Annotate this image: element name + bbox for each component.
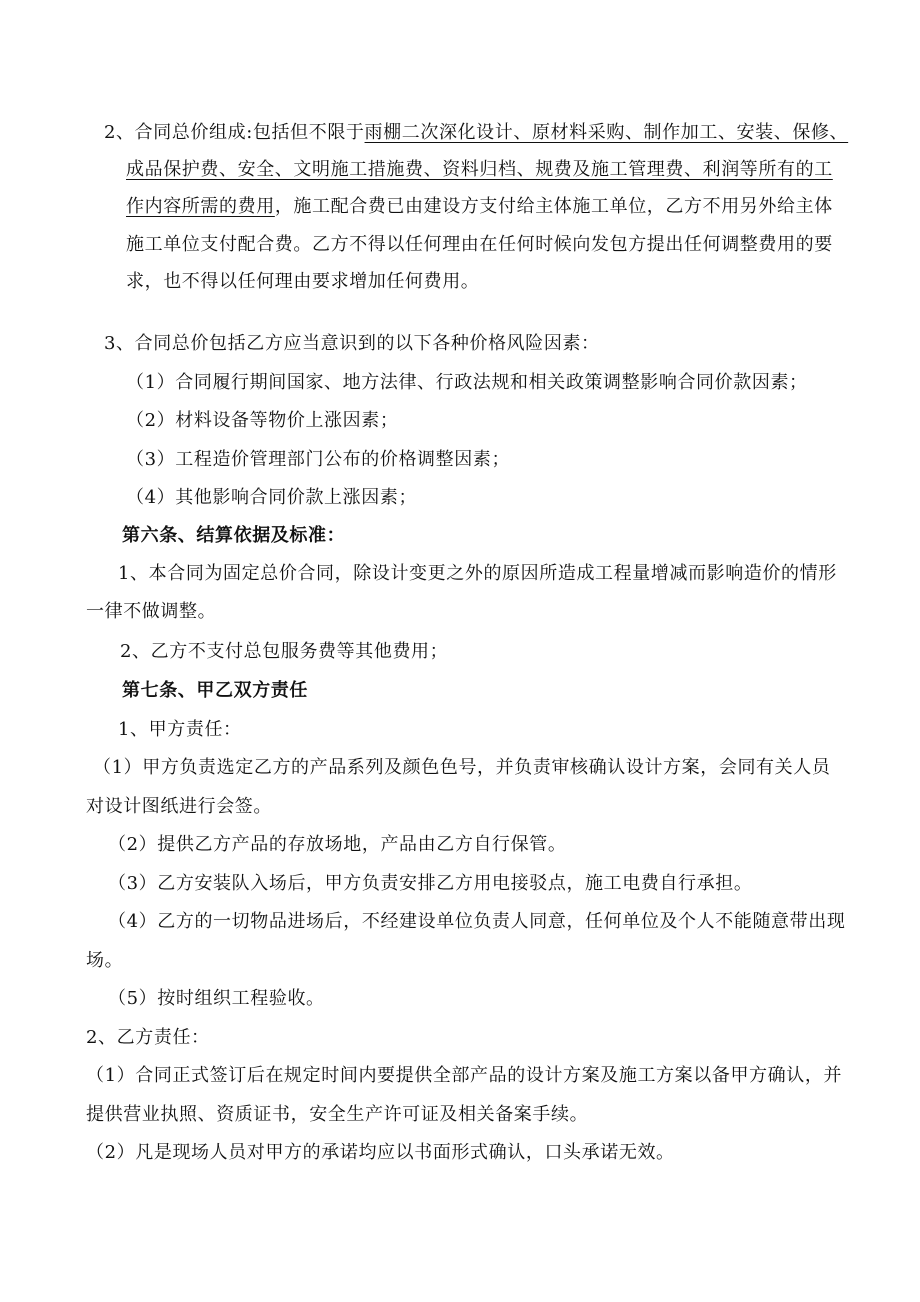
party-b-item-2: （2）凡是现场人员对甲方的承诺均应以书面形式确认，口头承诺无效。 [86,1142,675,1163]
party-b-heading: 2、乙方责任： [86,1027,210,1048]
party-a-heading: 1、甲方责任： [118,719,242,740]
clause-5-2-tail-2: 施工单位支付配合费。乙方不得以任何理由在任何时候向发包方提出任何调整费用的要 [126,234,833,255]
article-6-item-2: 2、乙方不支付总包服务费等其他费用； [120,641,449,662]
party-a-item-2: （2）提供乙方产品的存放场地，产品由乙方自行保管。 [108,834,567,855]
clause-5-2-lead: 包括但不限于 [252,122,365,143]
party-b-item-1-line-1: （1）合同正式签订后在规定时间内要提供全部产品的设计方案及施工方案以备甲方确认，并 [86,1065,843,1086]
risk-item-2: （2）材料设备等物价上涨因素； [126,410,399,431]
risk-item-4: （4）其他影响合同价款上涨因素； [126,487,418,508]
clause-5-2-underlined-3: 作内容所需的费用 [126,196,275,217]
clause-5-2-colon: : [246,122,253,143]
article-7-title: 第七条、甲乙双方责任 [122,680,308,701]
party-a-item-4-line-2: 场。 [86,950,124,971]
risk-item-1: （1）合同履行期间国家、地方法律、行政法规和相关政策调整影响合同价款因素； [126,372,808,393]
clause-5-2-tail-3: 求，也不得以任何理由要求增加任何费用。 [126,271,480,292]
clause-5-3-heading: 3、合同总价包括乙方应当意识到的以下各种价格风险因素： [104,333,600,354]
article-6-item-1-line-2: 一律不做调整。 [86,601,217,622]
party-a-item-5: （5）按时组织工程验收。 [108,988,325,1009]
clause-5-2-line-3 [126,195,833,219]
party-a-item-3: （3）乙方安装队入场后，甲方负责安排乙方用电接驳点，施工电费自行承担。 [108,873,753,894]
clause-5-2-tail-1: ，施工配合费已由建设方支付给主体施工单位，乙方不用另外给主体 [274,196,833,217]
party-b-item-1-line-2: 提供营业执照、资质证书，安全生产许可证及相关备案手续。 [86,1104,589,1125]
party-a-item-4-line-1: （4）乙方的一切物品进场后，不经建设单位负责人同意，任何单位及个人不能随意带出现 [108,911,846,932]
clause-5-2-underlined-1: 雨棚二次深化设计、原材料采购、制作加工、安装、保修、 [364,122,849,143]
article-6-item-1-line-1: 1、本合同为固定总价合同，除设计变更之外的原因所造成工程量增减而影响造价的情形 [118,563,837,584]
article-6-title: 第六条、结算依据及标准： [122,525,346,546]
party-a-item-1-line-2: 对设计图纸进行会签。 [86,796,272,817]
party-a-item-1-line-1: （1）甲方负责选定乙方的产品系列及颜色色号，并负责审核确认设计方案，会同有关人员 [93,757,831,778]
clause-5-2-underlined-2: 成品保护费、安全、文明施工措施费、资料归档、规费及施工管理费、利润等所有的工 [126,159,833,180]
risk-item-3: （3）工程造价管理部门公布的价格调整因素； [126,449,511,470]
clause-5-2-line-1 [104,121,848,145]
clause-5-2-label: 2、合同总价组成 [104,122,247,143]
